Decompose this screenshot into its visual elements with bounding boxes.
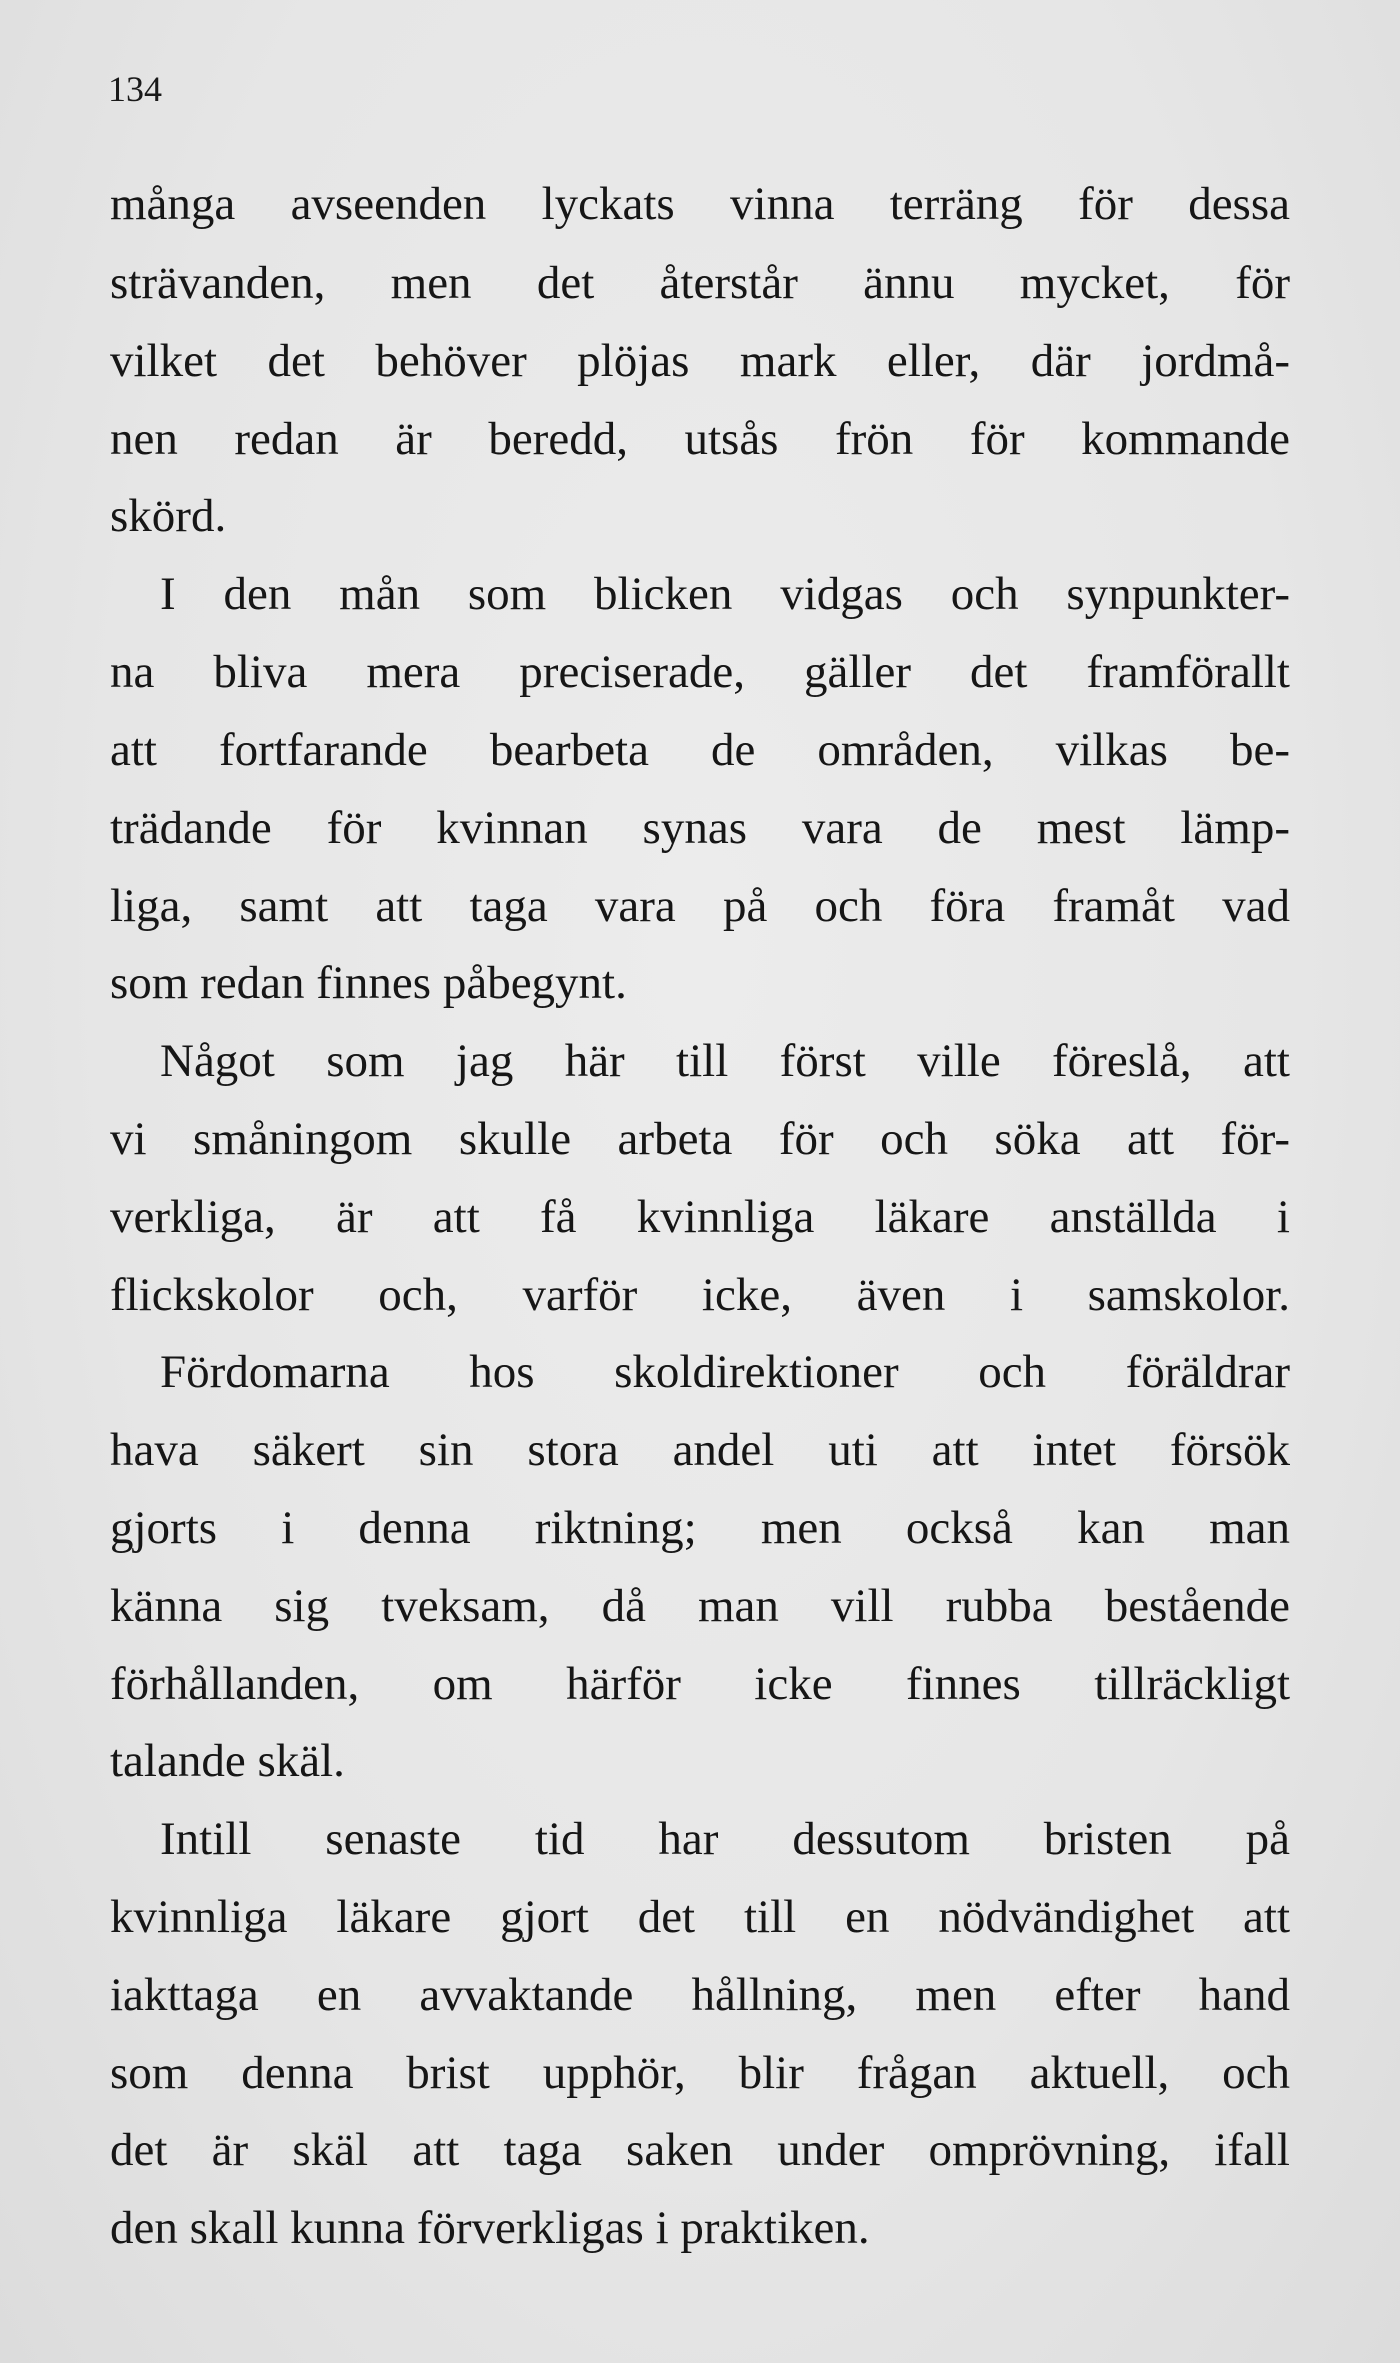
text-line: Intill senaste tid har dessutom bristen på [160,1813,1290,1865]
text-line: förhållanden, om härför icke finnes tillräckligt [110,1658,1290,1710]
text-line: skörd. [110,490,227,542]
text-line: många avseenden lyckats vinna terräng för dessa [110,178,1290,230]
text-line: gjorts i denna riktning; men också kan man [110,1502,1290,1554]
text-line: kvinnliga läkare gjort det till en nödvändighet att [110,1891,1290,1943]
text-line: Fördomarna hos skoldirektioner och föräldrar [160,1346,1290,1398]
text-line: vi småningom skulle arbeta för och söka att för- [110,1113,1290,1165]
text-line: som redan finnes påbegynt. [110,957,627,1009]
text-line: Något som jag här till först ville föreslå, att [160,1035,1290,1087]
text-line: känna sig tveksam, då man vill rubba bestående [110,1580,1290,1632]
text-line: na bliva mera preciserade, gäller det framförallt [110,646,1290,698]
text-line: den skall kunna förverkligas i praktiken. [110,2202,870,2254]
page-number: 134 [108,69,162,109]
text-line: trädande för kvinnan synas vara de mest lämp- [110,802,1290,854]
text-line: strävanden, men det återstår ännu mycket, för [110,257,1290,309]
text-line: det är skäl att taga saken under omprövning, ifall [110,2124,1290,2176]
text-line: liga, samt att taga vara på och föra framåt vad [110,880,1290,932]
text-line: som denna brist upphör, blir frågan aktuell, och [110,2047,1290,2099]
text-line: att fortfarande bearbeta de områden, vilkas be- [110,724,1290,776]
text-line: talande skäl. [110,1735,345,1787]
text-line: iakttaga en avvaktande hållning, men efter hand [110,1969,1290,2021]
text-line: I den mån som blicken vidgas och synpunkter- [160,568,1290,620]
text-line: nen redan är beredd, utsås frön för kommande [110,413,1290,465]
text-line: hava säkert sin stora andel uti att intet försök [110,1424,1290,1476]
text-line: vilket det behöver plöjas mark eller, där jordmå- [110,335,1290,387]
text-line: flickskolor och, varför icke, även i samskolor. [110,1269,1290,1321]
text-line: verkliga, är att få kvinnliga läkare anställda i [110,1191,1290,1243]
